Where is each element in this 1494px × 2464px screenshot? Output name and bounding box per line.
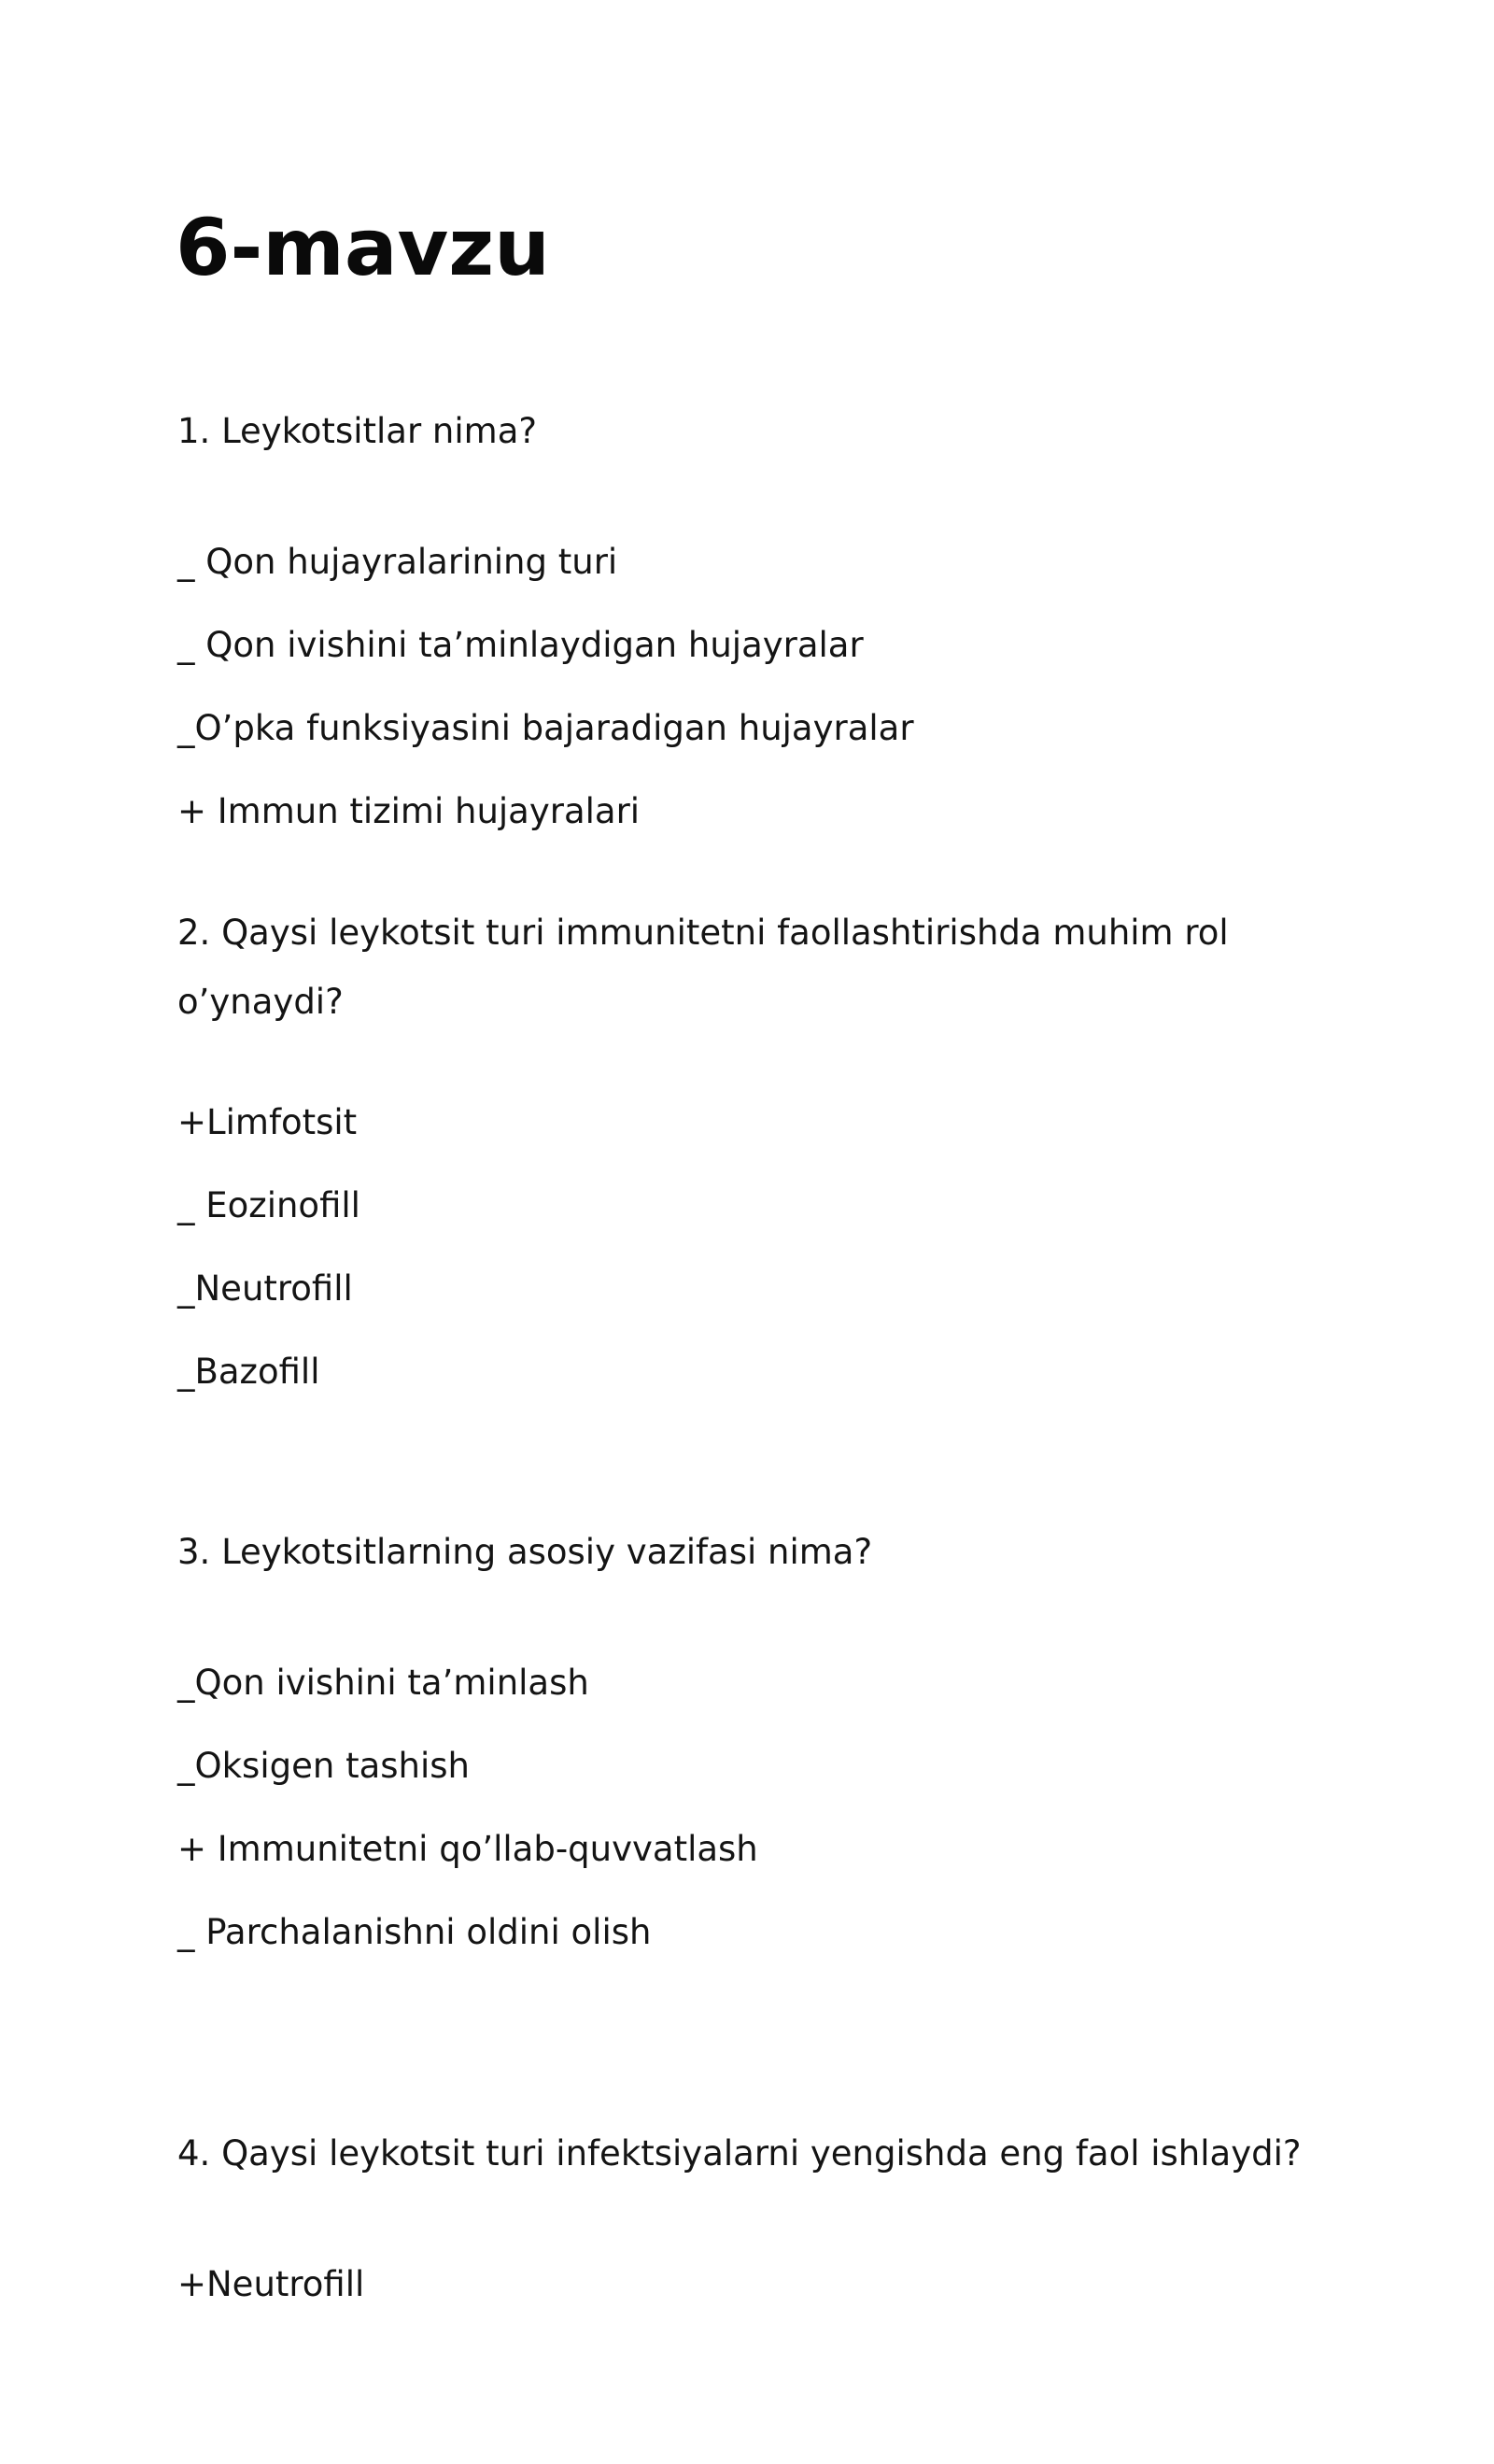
option-3-b: _Oksigen tashish	[177, 1746, 470, 1786]
option-4-a: +Neutrofill	[177, 2264, 365, 2304]
option-1-d: + Immun tizimi hujayralari	[177, 791, 641, 831]
option-2-a: +Limfotsit	[177, 1102, 358, 1142]
option-3-d: _ Parchalanishni oldini olish	[177, 1912, 652, 1952]
option-2-c: _Neutrofill	[177, 1268, 353, 1309]
option-3-a: _Qon ivishini ta’minlash	[177, 1663, 589, 1703]
option-1-b: _ Qon ivishini ta’minlaydigan hujayralar	[177, 625, 864, 665]
option-1-a: _ Qon hujayralarining turi	[177, 542, 618, 582]
option-2-d: _Bazofill	[177, 1352, 320, 1392]
option-1-c: _O’pka funksiyasini bajaradigan hujayralar	[177, 708, 914, 748]
question-4: 4. Qaysi leykotsit turi infektsiyalarni yengishda eng faol ishlaydi?	[177, 2133, 1302, 2174]
question-3: 3. Leykotsitlarning asosiy vazifasi nima?	[177, 1532, 873, 1572]
option-2-b: _ Eozinofill	[177, 1185, 360, 1225]
page-title: 6-mavzu	[176, 202, 550, 293]
question-1: 1. Leykotsitlar nima?	[177, 411, 538, 451]
option-3-c: + Immunitetni qo’llab-quvvatlash	[177, 1829, 758, 1869]
question-2: 2. Qaysi leykotsit turi immunitetni faollashtirishda muhim rol o’ynaydi?	[177, 913, 1229, 1022]
